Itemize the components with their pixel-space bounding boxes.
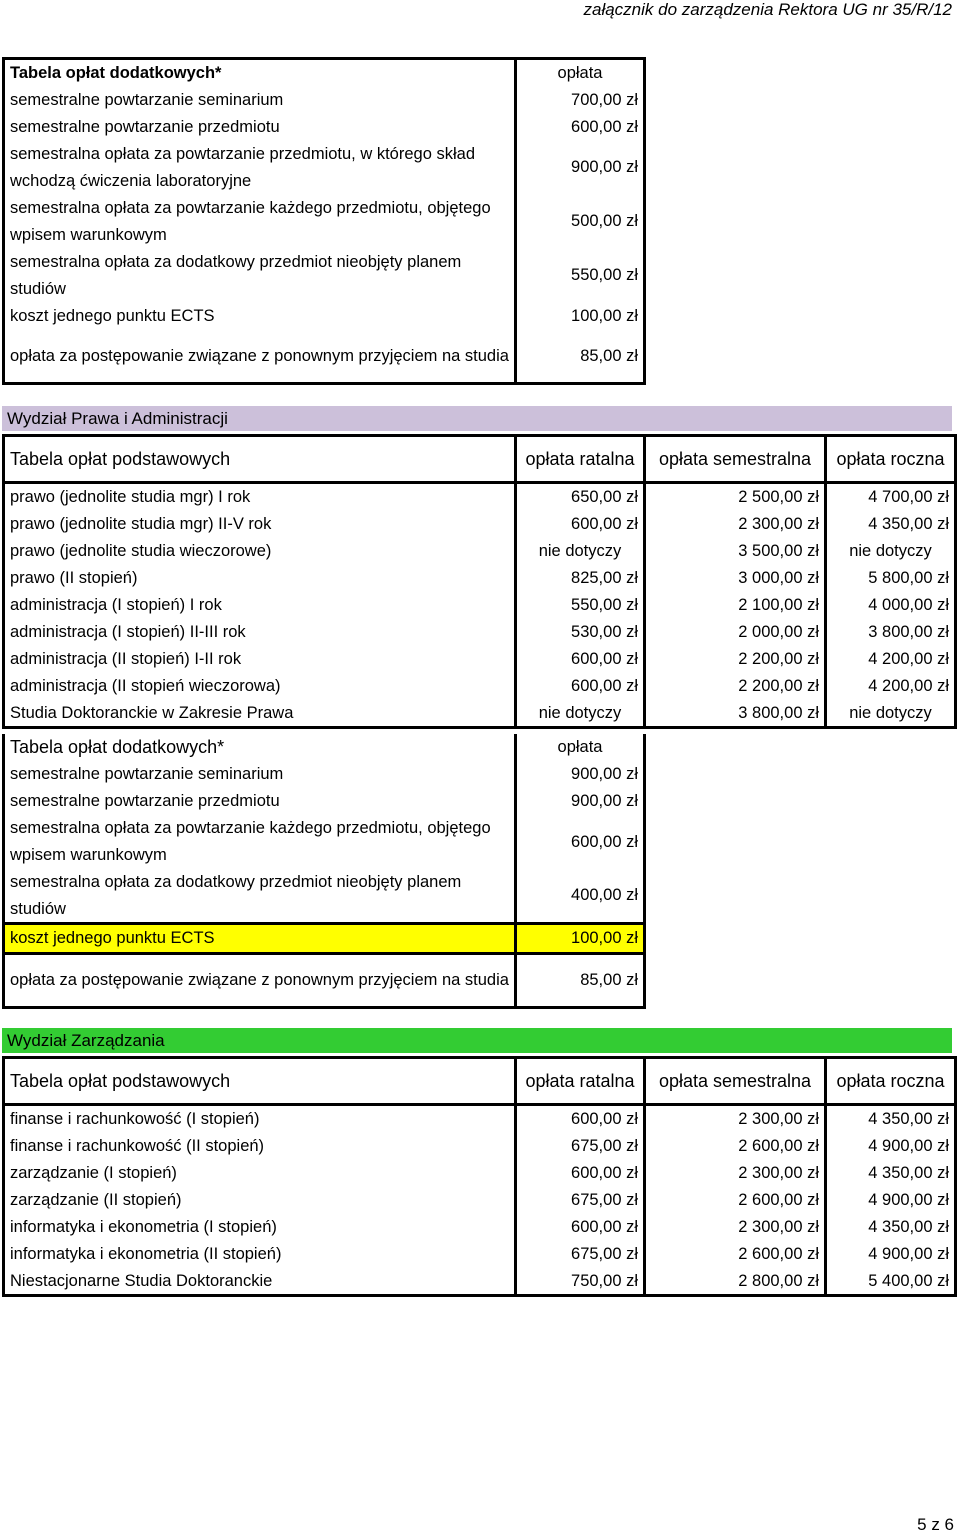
table-row (4, 1160, 956, 1187)
fee-semester: 2 600,00 zł (645, 1133, 826, 1160)
program-name: finanse i rachunkowość (I stopień) (4, 1105, 516, 1133)
row-value: 700,00 zł (516, 87, 645, 114)
fee-installment: 675,00 zł (516, 1133, 645, 1160)
program-name: prawo (II stopień) (4, 565, 516, 592)
fee-installment: nie dotyczy (516, 700, 645, 728)
fee-semester: 3 500,00 zł (645, 538, 826, 565)
table-row (4, 1133, 956, 1160)
row-value: 550,00 zł (516, 249, 645, 303)
column-header: opłata ratalna (516, 436, 645, 483)
row-label: koszt jednego punktu ECTS (4, 303, 516, 330)
fee-annual: 3 800,00 zł (826, 619, 956, 646)
row-value: 600,00 zł (516, 815, 645, 869)
row-value: 600,00 zł (516, 114, 645, 141)
program-name: administracja (I stopień) I rok (4, 592, 516, 619)
row-label: semestralna opłata za powtarzanie każdego przedmiotu, objętego wpisem warunkowym (4, 815, 516, 869)
faculty-bar-management: Wydział Zarządzania (2, 1028, 952, 1053)
fee-semester: 2 200,00 zł (645, 673, 826, 700)
fee-annual: 4 350,00 zł (826, 1105, 956, 1133)
table-row (4, 538, 956, 565)
program-name: administracja (I stopień) II-III rok (4, 619, 516, 646)
table-title: Tabela opłat podstawowych (4, 436, 516, 483)
column-header: opłata semestralna (645, 436, 826, 483)
table-row (4, 565, 956, 592)
program-name: administracja (II stopień) I-II rok (4, 646, 516, 673)
fee-semester: 2 300,00 zł (645, 511, 826, 538)
fee-installment: 750,00 zł (516, 1268, 645, 1296)
row-label: semestralna opłata za powtarzanie każdego przedmiotu, objętego wpisem warunkowym (4, 195, 516, 249)
fee-annual: 4 200,00 zł (826, 646, 956, 673)
column-header: opłata roczna (826, 1058, 956, 1105)
fee-installment: 650,00 zł (516, 483, 645, 511)
fee-annual: 4 000,00 zł (826, 592, 956, 619)
program-name: prawo (jednolite studia wieczorowe) (4, 538, 516, 565)
fee-semester: 2 200,00 zł (645, 646, 826, 673)
table-row (4, 1214, 956, 1241)
table-row (4, 1105, 956, 1133)
fee-installment: 600,00 zł (516, 1160, 645, 1187)
table-row (4, 511, 956, 538)
row-label: semestralne powtarzanie seminarium (4, 87, 516, 114)
row-label: semestralna opłata za dodatkowy przedmiot nieobjęty planem studiów (4, 869, 516, 924)
row-label: semestralne powtarzanie przedmiotu (4, 114, 516, 141)
table-title: Tabela opłat dodatkowych* (4, 59, 516, 87)
fee-semester: 2 300,00 zł (645, 1160, 826, 1187)
extra-fees-table-1 (2, 57, 646, 385)
program-name: zarządzanie (I stopień) (4, 1160, 516, 1187)
fee-installment: 825,00 zł (516, 565, 645, 592)
column-header: opłata (516, 59, 645, 87)
program-name: prawo (jednolite studia mgr) II-V rok (4, 511, 516, 538)
fee-semester: 2 300,00 zł (645, 1214, 826, 1241)
table-row (4, 592, 956, 619)
fee-annual: 4 200,00 zł (826, 673, 956, 700)
table-row (4, 619, 956, 646)
column-header: opłata roczna (826, 436, 956, 483)
row-label: semestralna opłata za dodatkowy przedmiot nieobjęty planem studiów (4, 249, 516, 303)
row-label: semestralne powtarzanie seminarium (4, 761, 516, 788)
program-name: Studia Doktoranckie w Zakresie Prawa (4, 700, 516, 728)
table-row (4, 1187, 956, 1214)
fee-semester: 2 000,00 zł (645, 619, 826, 646)
document-header: załącznik do zarządzenia Rektora UG nr 35/R/12 (583, 0, 952, 19)
fee-annual: 4 350,00 zł (826, 1160, 956, 1187)
fee-installment: 530,00 zł (516, 619, 645, 646)
table-title: Tabela opłat dodatkowych* (4, 734, 516, 761)
fee-annual: 5 800,00 zł (826, 565, 956, 592)
row-label: semestralna opłata za powtarzanie przedmiotu, w którego skład wchodzą ćwiczenia laboratoryjne (4, 141, 516, 195)
row-label-highlighted: koszt jednego punktu ECTS (4, 924, 516, 954)
fee-semester: 2 600,00 zł (645, 1241, 826, 1268)
program-name: Niestacjonarne Studia Doktoranckie (4, 1268, 516, 1296)
fee-installment: 600,00 zł (516, 511, 645, 538)
fee-annual: 4 350,00 zł (826, 1214, 956, 1241)
column-header: opłata semestralna (645, 1058, 826, 1105)
basic-fees-table-management (2, 1056, 957, 1297)
row-value: 500,00 zł (516, 195, 645, 249)
fee-annual: 4 350,00 zł (826, 511, 956, 538)
fee-annual: 5 400,00 zł (826, 1268, 956, 1296)
row-value: 100,00 zł (516, 303, 645, 330)
row-label: semestralne powtarzanie przedmiotu (4, 788, 516, 815)
faculty-bar-law: Wydział Prawa i Administracji (2, 406, 952, 431)
fee-semester: 3 800,00 zł (645, 700, 826, 728)
row-label: opłata za postępowanie związane z ponownym przyjęciem na studia (4, 953, 516, 1007)
fee-installment: nie dotyczy (516, 538, 645, 565)
fee-installment: 550,00 zł (516, 592, 645, 619)
fee-semester: 2 600,00 zł (645, 1187, 826, 1214)
table-row (4, 700, 956, 728)
fee-semester: 2 300,00 zł (645, 1105, 826, 1133)
fee-annual: nie dotyczy (826, 538, 956, 565)
page-number: 5 z 6 (917, 1515, 954, 1534)
fee-annual: nie dotyczy (826, 700, 956, 728)
fee-installment: 600,00 zł (516, 1214, 645, 1241)
fee-installment: 675,00 zł (516, 1187, 645, 1214)
fee-annual: 4 900,00 zł (826, 1187, 956, 1214)
fee-installment: 675,00 zł (516, 1241, 645, 1268)
program-name: zarządzanie (II stopień) (4, 1187, 516, 1214)
fee-installment: 600,00 zł (516, 1105, 645, 1133)
table-row (4, 483, 956, 511)
extra-fees-table-law (2, 734, 646, 1009)
table-row (4, 1268, 956, 1296)
program-name: informatyka i ekonometria (II stopień) (4, 1241, 516, 1268)
row-value: 400,00 zł (516, 869, 645, 924)
program-name: informatyka i ekonometria (I stopień) (4, 1214, 516, 1241)
program-name: prawo (jednolite studia mgr) I rok (4, 483, 516, 511)
fee-annual: 4 900,00 zł (826, 1133, 956, 1160)
program-name: administracja (II stopień wieczorowa) (4, 673, 516, 700)
row-value: 900,00 zł (516, 788, 645, 815)
row-value: 85,00 zł (516, 330, 645, 384)
column-header: opłata (516, 734, 645, 761)
row-value: 900,00 zł (516, 141, 645, 195)
fee-semester: 2 100,00 zł (645, 592, 826, 619)
fee-installment: 600,00 zł (516, 646, 645, 673)
program-name: finanse i rachunkowość (II stopień) (4, 1133, 516, 1160)
fee-annual: 4 900,00 zł (826, 1241, 956, 1268)
row-value: 900,00 zł (516, 761, 645, 788)
row-label: opłata za postępowanie związane z ponownym przyjęciem na studia (4, 330, 516, 384)
table-row (4, 1241, 956, 1268)
basic-fees-table-law (2, 434, 957, 729)
fee-annual: 4 700,00 zł (826, 483, 956, 511)
table-row (4, 673, 956, 700)
fee-installment: 600,00 zł (516, 673, 645, 700)
fee-semester: 3 000,00 zł (645, 565, 826, 592)
fee-semester: 2 800,00 zł (645, 1268, 826, 1296)
table-row (4, 646, 956, 673)
table-title: Tabela opłat podstawowych (4, 1058, 516, 1105)
fee-semester: 2 500,00 zł (645, 483, 826, 511)
column-header: opłata ratalna (516, 1058, 645, 1105)
row-value: 85,00 zł (516, 953, 645, 1007)
row-value-highlighted: 100,00 zł (516, 924, 645, 954)
